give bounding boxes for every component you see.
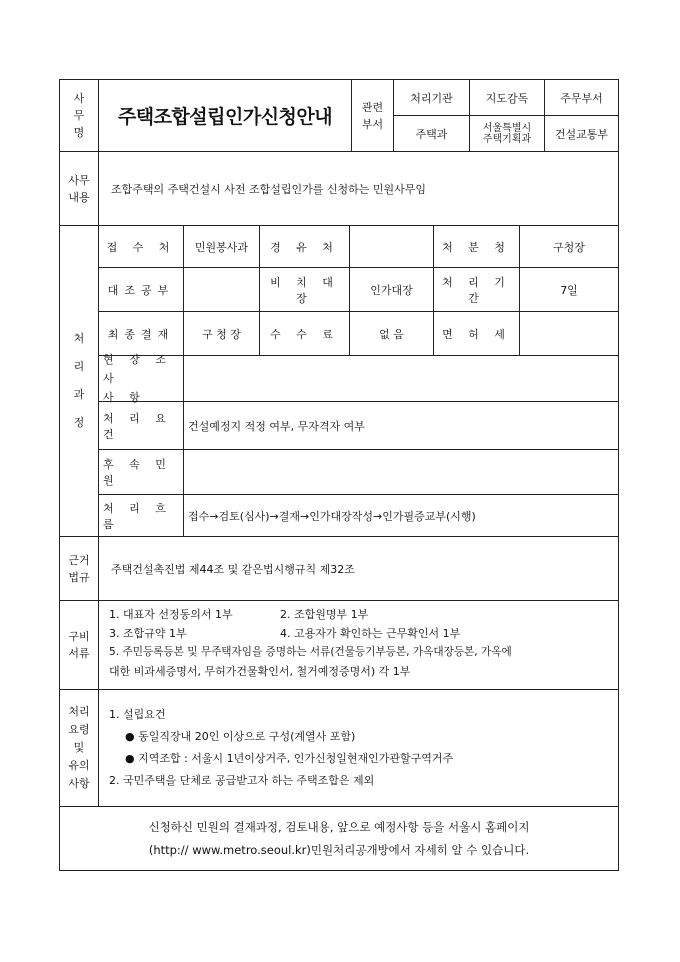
cell-value: 구청장	[553, 240, 585, 254]
cell-value: 없 음	[350, 312, 434, 355]
footer-row	[60, 807, 618, 870]
notes-row	[60, 690, 618, 807]
dept-header-processing: 처리기관	[394, 80, 470, 115]
process-block	[60, 226, 618, 537]
documents-list	[99, 601, 618, 689]
note-bullet: ● 동일직장내 20인 이상으로 구성(계열사 포함)	[125, 730, 356, 743]
site-inspection-label: 현 장 조 사 사 항	[99, 356, 184, 401]
cell-label: 처 분 청	[434, 226, 520, 267]
cell-label: 수 수 료	[260, 312, 350, 355]
cell-label: 면 허 세	[434, 312, 520, 355]
document-item: 1. 대표자 선정동의서 1부	[109, 608, 233, 621]
related-dept-label: 관련 부서	[352, 80, 394, 151]
process-row-2	[99, 268, 618, 312]
note-line: 2. 국민주택을 단체로 공급받고자 하는 주택조합은 제외	[109, 774, 375, 787]
cell-value	[350, 226, 434, 267]
requirement-value: 건설예정지 적정 여부, 무자격자 여부	[188, 419, 365, 433]
follow-up-label: 후 속 민 원	[99, 450, 184, 494]
dept-table	[394, 80, 618, 151]
follow-up-row	[99, 450, 618, 495]
header-row	[60, 80, 618, 152]
flow-value: 접수→검토(심사)→결재→인가대장작성→인가필증교부(시행)	[188, 509, 476, 523]
content-text: 조합주택의 주택건설시 사전 조합설립인가를 신청하는 민원사무임	[111, 182, 427, 196]
requirement-label: 처 리 요 건	[99, 402, 184, 449]
dept-header-supervision: 지도감독	[470, 80, 545, 115]
flow-row	[99, 495, 618, 536]
application-guide-form	[59, 79, 619, 871]
document-item: 대한 비과세증명서, 무허가건물확인서, 철거예정증명서) 각 1부	[109, 665, 411, 678]
documents-line-2	[109, 624, 608, 643]
content-label: 사무 내용	[60, 152, 99, 225]
dept-value-row	[394, 116, 618, 151]
category-label: 사 무 명	[60, 80, 99, 151]
page-title: 주택조합설립인가신청안내	[99, 80, 352, 151]
cell-label: 대조공부	[99, 268, 184, 311]
content-row	[60, 152, 618, 226]
site-inspection-row	[99, 353, 618, 404]
law-text: 주택건설촉진법 제44조 및 같은법시행규칙 제32조	[111, 562, 355, 576]
dept-value-main: 건설교통부	[554, 127, 609, 141]
document-item: 2. 조합원명부 1부	[280, 608, 369, 621]
document-item: 4. 고용자가 확인하는 근무확인서 1부	[280, 627, 461, 640]
note-line: 1. 설립요건	[109, 708, 166, 721]
documents-label: 구비 서류	[60, 601, 99, 689]
document-item: 5. 주민등록등본 및 무주택자임을 증명하는 서류(건물등기부등본, 가옥대장등본, 가옥에	[109, 646, 512, 658]
documents-row	[60, 601, 618, 690]
cell-label: 처 리 기 간	[434, 268, 520, 311]
process-label: 처 리 과 정	[60, 226, 99, 536]
dept-header-row	[394, 80, 618, 116]
site-inspection-value	[184, 356, 618, 401]
dept-value-processing: 주택과	[394, 116, 470, 151]
footer-notice	[60, 807, 618, 870]
footer-line-1: 신청하신 민원의 결재과정, 검토내용, 앞으로 예정사항 등을 서울시 홈페이지	[148, 819, 530, 834]
cell-label: 비 치 대 장	[260, 268, 350, 311]
cell-value: 인가대장	[350, 268, 434, 311]
cell-label: 경 유 처	[260, 226, 350, 267]
document-item: 3. 조합규약 1부	[109, 627, 187, 640]
footer-line-2: (http:// www.metro.seoul.kr)민원처리공개방에서 자세히 알 수 있습니다.	[148, 842, 530, 857]
requirement-row	[99, 402, 618, 450]
dept-value-supervision: 서울특별시 주택기획과	[470, 116, 545, 151]
notes-label: 처리 요령 및 유의 사항	[60, 690, 99, 806]
flow-label: 처 리 흐 름	[99, 495, 184, 536]
cell-value: 7일	[560, 283, 578, 297]
dept-header-main: 주무부서	[560, 91, 603, 105]
law-label: 근거 법규	[60, 537, 99, 600]
cell-value	[184, 268, 260, 311]
cell-value: 구 청 장	[184, 312, 260, 355]
cell-value	[520, 312, 618, 355]
follow-up-value	[184, 450, 618, 494]
notes-list	[99, 690, 618, 806]
cell-value: 민원봉사과	[184, 226, 260, 267]
process-table	[99, 226, 618, 536]
process-row-1	[99, 226, 618, 268]
note-bullet: ● 지역조합 : 서울시 1년이상거주, 인가신청일현재인가관할구역거주	[125, 752, 454, 765]
law-row	[60, 537, 618, 601]
cell-label: 최종결재	[99, 312, 184, 355]
cell-label: 접 수 처	[99, 226, 184, 267]
documents-line-1	[109, 605, 608, 624]
